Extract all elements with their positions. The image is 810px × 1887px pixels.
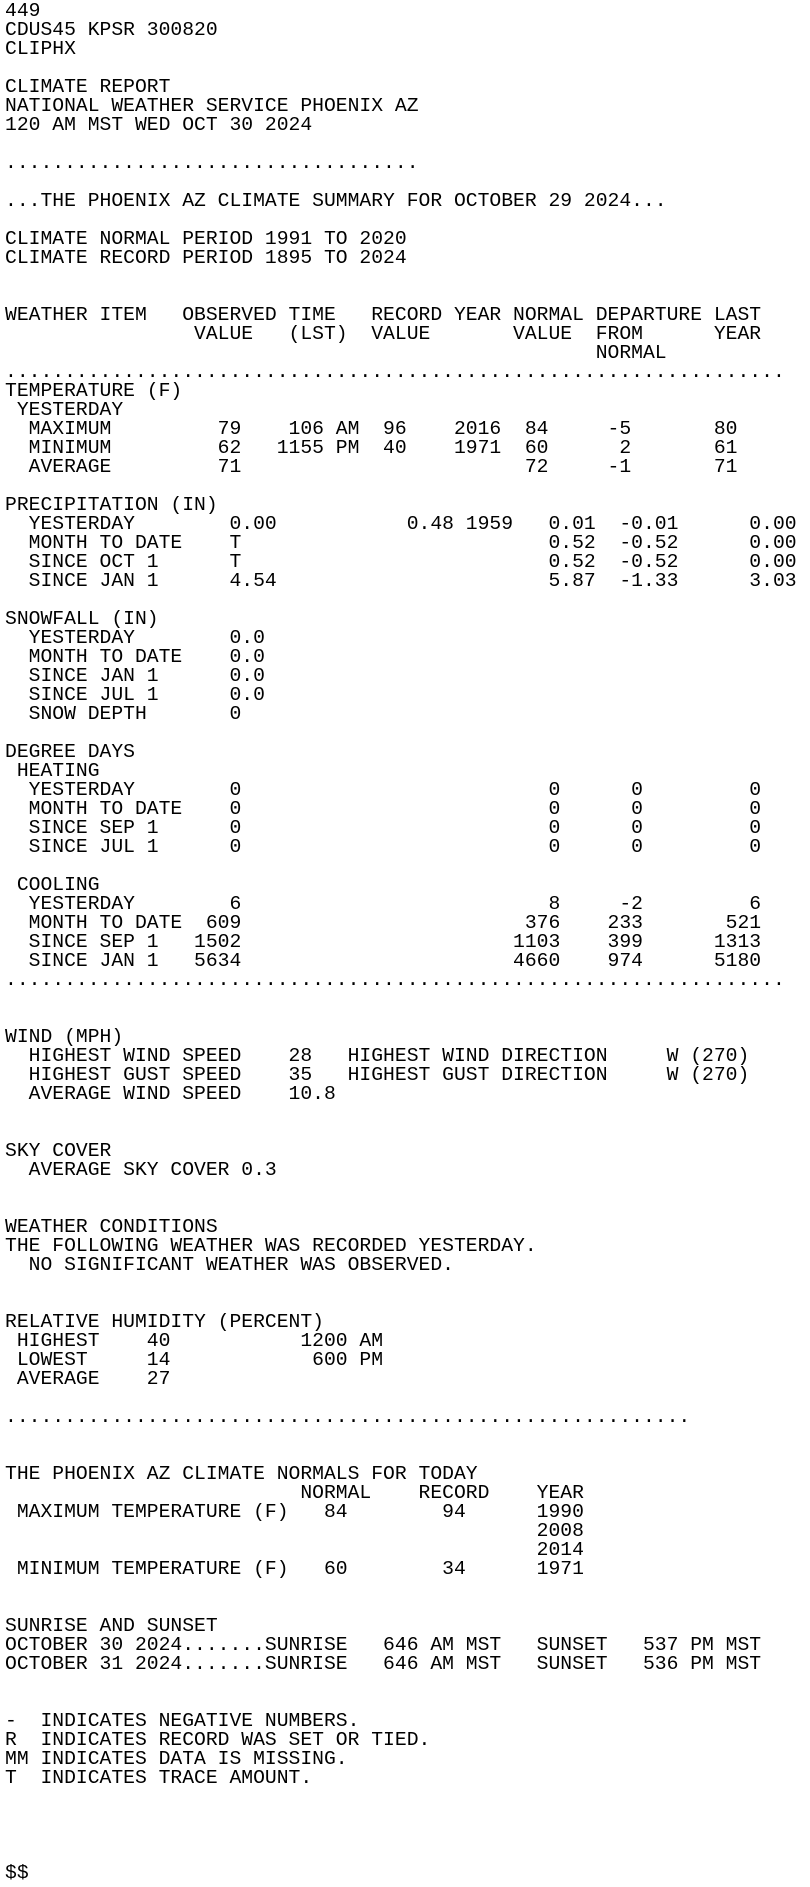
report-line: T INDICATES TRACE AMOUNT. bbox=[5, 1767, 313, 1789]
report-line: .......................................................... bbox=[5, 1406, 691, 1428]
report-line: SINCE JUL 1 0 0 0 0 bbox=[5, 836, 762, 858]
report-line: TEMPERATURE (F) bbox=[5, 380, 183, 402]
report-line: MONTH TO DATE 0 0 0 0 bbox=[5, 798, 762, 820]
report-line: YESTERDAY 0 0 0 0 bbox=[5, 779, 762, 801]
report-line: OCTOBER 31 2024.......SUNRISE 646 AM MST SUNSET 536 PM MST bbox=[5, 1653, 762, 1675]
report-line bbox=[5, 1427, 810, 1446]
report-line: ................................... bbox=[5, 152, 419, 174]
report-line: WEATHER ITEM OBSERVED TIME RECORD YEAR NORMAL DEPARTURE LAST bbox=[5, 304, 762, 326]
report-line: YESTERDAY 0.00 0.48 1959 0.01 -0.01 0.00 bbox=[5, 513, 797, 535]
report-line: HIGHEST WIND SPEED 28 HIGHEST WIND DIRECTION W (270) bbox=[5, 1045, 750, 1067]
report-line: $$ bbox=[5, 1862, 29, 1884]
report-line: OCTOBER 30 2024.......SUNRISE 646 AM MST SUNSET 537 PM MST bbox=[5, 1634, 762, 1656]
report-line: HEATING bbox=[5, 760, 100, 782]
report-line: MONTH TO DATE 0.0 bbox=[5, 646, 265, 668]
report-line: WIND (MPH) bbox=[5, 1026, 124, 1048]
report-line: WEATHER CONDITIONS bbox=[5, 1216, 218, 1238]
report-line: SINCE OCT 1 T 0.52 -0.52 0.00 bbox=[5, 551, 797, 573]
report-line: MAXIMUM TEMPERATURE (F) 84 94 1990 bbox=[5, 1501, 584, 1523]
report-line: CLIMATE REPORT bbox=[5, 76, 171, 98]
report-line: CDUS45 KPSR 300820 bbox=[5, 19, 218, 41]
report-line: .................................................................. bbox=[5, 361, 785, 383]
report-line: PRECIPITATION (IN) bbox=[5, 494, 218, 516]
report-line: DEGREE DAYS bbox=[5, 741, 135, 763]
report-line: LOWEST 14 600 PM bbox=[5, 1349, 384, 1371]
report-line: ...THE PHOENIX AZ CLIMATE SUMMARY FOR OCTOBER 29 2024... bbox=[5, 190, 667, 212]
report-line bbox=[5, 1275, 810, 1294]
report-line: THE FOLLOWING WEATHER WAS RECORDED YESTERDAY. bbox=[5, 1235, 537, 1257]
report-line: MONTH TO DATE T 0.52 -0.52 0.00 bbox=[5, 532, 797, 554]
report-line bbox=[5, 857, 810, 876]
report-line: CLIPHX bbox=[5, 38, 76, 60]
report-line: SINCE JAN 1 0.0 bbox=[5, 665, 265, 687]
report-line: NATIONAL WEATHER SERVICE PHOENIX AZ bbox=[5, 95, 419, 117]
report-line bbox=[5, 1826, 810, 1845]
report-line: SKY COVER bbox=[5, 1140, 112, 1162]
report-line: YESTERDAY bbox=[5, 399, 124, 421]
report-line bbox=[5, 1845, 810, 1864]
report-line: SINCE JAN 1 4.54 5.87 -1.33 3.03 bbox=[5, 570, 797, 592]
report-line bbox=[5, 1674, 810, 1693]
report-line: SINCE SEP 1 1502 1103 399 1313 bbox=[5, 931, 762, 953]
report-line bbox=[5, 1123, 810, 1142]
report-line: RELATIVE HUMIDITY (PERCENT) bbox=[5, 1311, 324, 1333]
report-line: MONTH TO DATE 609 376 233 521 bbox=[5, 912, 762, 934]
report-line: SNOW DEPTH 0 bbox=[5, 703, 242, 725]
report-line: AVERAGE 71 72 -1 71 bbox=[5, 456, 738, 478]
report-line: VALUE (LST) VALUE VALUE FROM YEAR bbox=[5, 323, 762, 345]
report-line: SNOWFALL (IN) bbox=[5, 608, 159, 630]
report-line bbox=[5, 1807, 810, 1826]
report-line: MINIMUM TEMPERATURE (F) 60 34 1971 bbox=[5, 1558, 584, 1580]
report-line: 120 AM MST WED OCT 30 2024 bbox=[5, 114, 313, 136]
report-line: SINCE JAN 1 5634 4660 974 5180 bbox=[5, 950, 762, 972]
report-line: HIGHEST 40 1200 AM bbox=[5, 1330, 384, 1352]
report-line: AVERAGE WIND SPEED 10.8 bbox=[5, 1083, 336, 1105]
report-line bbox=[5, 1009, 810, 1028]
report-line bbox=[5, 1788, 810, 1807]
report-line bbox=[5, 1104, 810, 1123]
report-line: MM INDICATES DATA IS MISSING. bbox=[5, 1748, 348, 1770]
report-line: NORMAL bbox=[5, 342, 667, 364]
report-line: 2014 bbox=[5, 1539, 584, 1561]
report-line: CLIMATE RECORD PERIOD 1895 TO 2024 bbox=[5, 247, 407, 269]
report-line: SUNRISE AND SUNSET bbox=[5, 1615, 218, 1637]
report-line: COOLING bbox=[5, 874, 100, 896]
report-line bbox=[5, 268, 810, 287]
report-line: 449 bbox=[5, 0, 41, 22]
report-line: AVERAGE 27 bbox=[5, 1368, 171, 1390]
report-line: .................................................................. bbox=[5, 969, 785, 991]
report-line: R INDICATES RECORD WAS SET OR TIED. bbox=[5, 1729, 431, 1751]
report-line: MINIMUM 62 1155 PM 40 1971 60 2 61 bbox=[5, 437, 738, 459]
report-line: HIGHEST GUST SPEED 35 HIGHEST GUST DIRECTION W (270) bbox=[5, 1064, 750, 1086]
report-line: THE PHOENIX AZ CLIMATE NORMALS FOR TODAY bbox=[5, 1463, 478, 1485]
report-line: AVERAGE SKY COVER 0.3 bbox=[5, 1159, 277, 1181]
report-line: YESTERDAY 6 8 -2 6 bbox=[5, 893, 762, 915]
report-line: NO SIGNIFICANT WEATHER WAS OBSERVED. bbox=[5, 1254, 454, 1276]
report-line bbox=[5, 990, 810, 1009]
report-line bbox=[5, 1579, 810, 1598]
report-line: SINCE SEP 1 0 0 0 0 bbox=[5, 817, 762, 839]
report-line: SINCE JUL 1 0.0 bbox=[5, 684, 265, 706]
report-line bbox=[5, 1180, 810, 1199]
report-line: CLIMATE NORMAL PERIOD 1991 TO 2020 bbox=[5, 228, 407, 250]
report-line: MAXIMUM 79 106 AM 96 2016 84 -5 80 bbox=[5, 418, 738, 440]
report-line: YESTERDAY 0.0 bbox=[5, 627, 265, 649]
report-line: NORMAL RECORD YEAR bbox=[5, 1482, 584, 1504]
report-line: 2008 bbox=[5, 1520, 584, 1542]
report-line: - INDICATES NEGATIVE NUMBERS. bbox=[5, 1710, 360, 1732]
